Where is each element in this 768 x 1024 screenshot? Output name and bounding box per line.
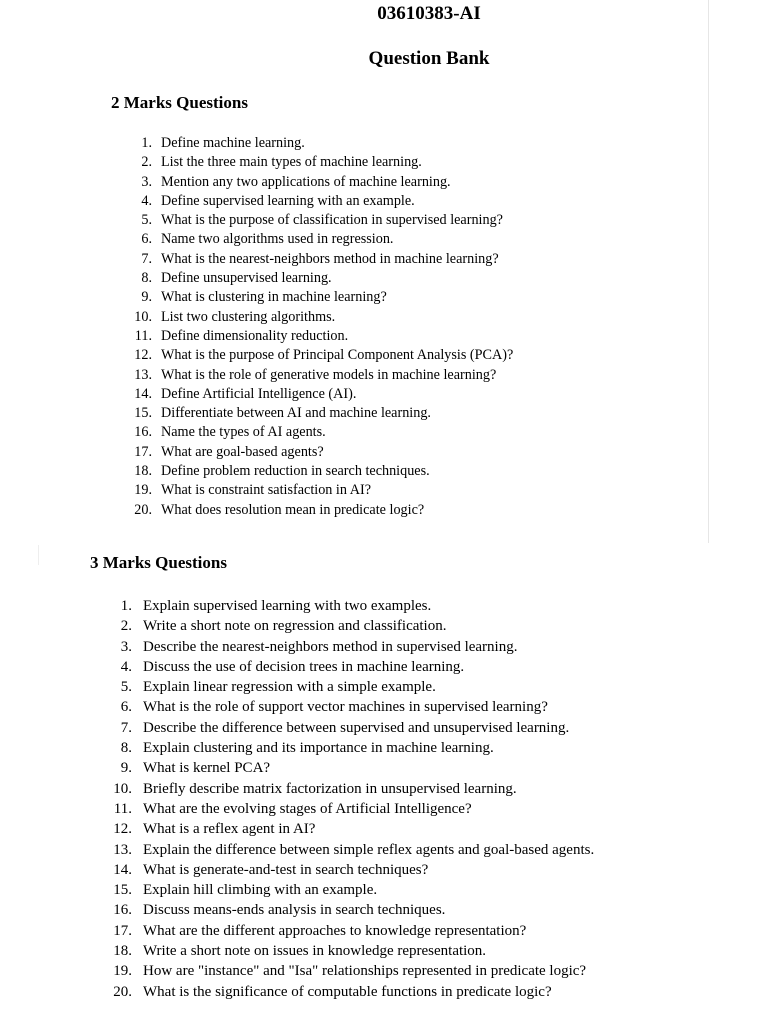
question-text: Write a short note on issues in knowledge representation. bbox=[143, 943, 487, 960]
question-text: What are goal-based agents? bbox=[161, 443, 324, 460]
list-item bbox=[130, 211, 513, 230]
list-item bbox=[110, 657, 594, 677]
list-item bbox=[110, 961, 594, 981]
question-text: How are "instance" and "Isa" relationships represented in predicate logic? bbox=[143, 963, 587, 980]
list-item bbox=[110, 758, 594, 778]
list-item bbox=[130, 230, 513, 249]
question-text: Define supervised learning with an example. bbox=[161, 192, 415, 209]
question-text: List the three main types of machine learning. bbox=[161, 154, 422, 171]
list-item bbox=[110, 982, 594, 1002]
question-number: 14. bbox=[113, 861, 132, 878]
question-text: What is a reflex agent in AI? bbox=[143, 821, 316, 838]
question-number: 5. bbox=[141, 212, 152, 229]
section-heading-3-marks: 3 Marks Questions bbox=[90, 553, 227, 572]
question-number: 9. bbox=[120, 760, 132, 777]
question-text: What is the role of generative models in machine learning? bbox=[161, 366, 497, 383]
question-list-2-marks bbox=[130, 134, 513, 520]
list-item bbox=[110, 596, 594, 616]
list-item bbox=[130, 346, 513, 365]
question-number: 15. bbox=[113, 882, 132, 899]
question-text: Discuss means-ends analysis in search techniques. bbox=[143, 902, 446, 919]
question-number: 10. bbox=[113, 780, 132, 797]
question-number: 9. bbox=[141, 289, 152, 306]
question-number: 7. bbox=[120, 719, 132, 736]
section-heading-2-marks: 2 Marks Questions bbox=[111, 93, 248, 112]
question-text: Mention any two applications of machine learning. bbox=[161, 173, 451, 190]
list-item bbox=[110, 921, 594, 941]
question-text: What are the evolving stages of Artificial Intelligence? bbox=[143, 800, 472, 817]
list-item bbox=[110, 637, 594, 657]
question-text: Define unsupervised learning. bbox=[161, 270, 332, 287]
question-number: 12. bbox=[134, 347, 152, 364]
question-number: 2. bbox=[141, 154, 152, 171]
question-text: Explain clustering and its importance in machine learning. bbox=[143, 740, 494, 757]
list-item bbox=[130, 250, 513, 269]
list-item bbox=[130, 308, 513, 327]
page-divider bbox=[38, 545, 39, 565]
list-item bbox=[110, 779, 594, 799]
list-item bbox=[130, 288, 513, 307]
list-item bbox=[130, 443, 513, 462]
list-item bbox=[110, 819, 594, 839]
question-text: Discuss the use of decision trees in machine learning. bbox=[143, 658, 465, 675]
question-text: Define machine learning. bbox=[161, 135, 305, 151]
question-number: 19. bbox=[134, 482, 152, 499]
list-item bbox=[110, 900, 594, 920]
question-number: 13. bbox=[134, 366, 152, 383]
question-text: Explain hill climbing with an example. bbox=[143, 882, 378, 899]
question-text: Define problem reduction in search techniques. bbox=[161, 463, 430, 480]
question-number: 20. bbox=[134, 501, 152, 518]
question-number: 17. bbox=[134, 443, 152, 460]
question-text: Name two algorithms used in regression. bbox=[161, 231, 394, 248]
question-number: 15. bbox=[134, 405, 152, 422]
list-item bbox=[130, 173, 513, 192]
list-item bbox=[110, 840, 594, 860]
question-text: Define dimensionality reduction. bbox=[161, 327, 349, 344]
list-item bbox=[130, 327, 513, 346]
question-number: 7. bbox=[141, 250, 152, 267]
question-text: Briefly describe matrix factorization in unsupervised learning. bbox=[143, 780, 517, 797]
question-number: 12. bbox=[113, 821, 132, 838]
list-item bbox=[110, 799, 594, 819]
question-number: 1. bbox=[120, 598, 132, 614]
question-list-3-marks bbox=[110, 596, 594, 1002]
question-number: 13. bbox=[113, 841, 132, 858]
page-title: Question Bank bbox=[368, 48, 490, 69]
question-text: What is kernel PCA? bbox=[143, 760, 271, 777]
question-text: Describe the difference between supervised and unsupervised learning. bbox=[143, 719, 570, 736]
list-item bbox=[130, 366, 513, 385]
list-item bbox=[110, 697, 594, 717]
question-text: Name the types of AI agents. bbox=[161, 424, 326, 441]
question-number: 14. bbox=[134, 385, 152, 402]
list-item bbox=[130, 501, 513, 520]
question-number: 5. bbox=[120, 679, 132, 696]
list-item bbox=[130, 423, 513, 442]
question-number: 2. bbox=[120, 618, 132, 635]
question-number: 4. bbox=[141, 192, 152, 209]
question-text: What is the significance of computable functions in predicate logic? bbox=[143, 983, 552, 1000]
question-number: 11. bbox=[113, 800, 132, 817]
list-item bbox=[130, 481, 513, 500]
question-number: 3. bbox=[120, 638, 132, 655]
question-text: Differentiate between AI and machine learning. bbox=[161, 405, 431, 422]
list-item bbox=[110, 616, 594, 636]
question-text: What is the purpose of Principal Component Analysis (PCA)? bbox=[161, 347, 514, 364]
list-item bbox=[130, 269, 513, 288]
question-number: 8. bbox=[120, 740, 132, 757]
list-item bbox=[110, 718, 594, 738]
question-number: 4. bbox=[120, 658, 132, 675]
list-item bbox=[130, 192, 513, 211]
course-code: 03610383-AI bbox=[377, 3, 481, 24]
question-text: What is the nearest-neighbors method in machine learning? bbox=[161, 250, 499, 267]
list-item bbox=[130, 153, 513, 172]
question-number: 18. bbox=[134, 463, 152, 480]
question-number: 10. bbox=[134, 308, 152, 325]
question-number: 16. bbox=[134, 424, 152, 441]
question-number: 11. bbox=[134, 327, 152, 344]
question-number: 17. bbox=[113, 922, 132, 939]
question-text: What is constraint satisfaction in AI? bbox=[161, 482, 371, 499]
question-text: List two clustering algorithms. bbox=[161, 308, 336, 325]
list-item bbox=[130, 404, 513, 423]
question-number: 6. bbox=[141, 231, 152, 248]
question-text: What is generate-and-test in search techniques? bbox=[143, 861, 429, 878]
question-number: 16. bbox=[113, 902, 132, 919]
question-number: 3. bbox=[141, 173, 152, 190]
question-number: 8. bbox=[141, 270, 152, 287]
list-item bbox=[110, 941, 594, 961]
question-text: Define Artificial Intelligence (AI). bbox=[161, 385, 357, 402]
question-text: Explain linear regression with a simple example. bbox=[143, 679, 436, 696]
question-number: 18. bbox=[113, 943, 132, 960]
question-text: Write a short note on regression and classification. bbox=[143, 618, 447, 635]
question-text: Explain supervised learning with two examples. bbox=[143, 598, 432, 614]
list-item bbox=[130, 134, 513, 153]
question-text: What is the purpose of classification in supervised learning? bbox=[161, 212, 503, 229]
question-number: 1. bbox=[141, 135, 152, 151]
question-text: What is the role of support vector machines in supervised learning? bbox=[143, 699, 548, 716]
list-item bbox=[130, 385, 513, 404]
question-text: What is clustering in machine learning? bbox=[161, 289, 387, 306]
question-number: 19. bbox=[113, 963, 132, 980]
question-text: What are the different approaches to knowledge representation? bbox=[143, 922, 527, 939]
question-number: 20. bbox=[113, 983, 132, 1000]
question-text: What does resolution mean in predicate logic? bbox=[161, 501, 425, 518]
list-item bbox=[130, 462, 513, 481]
list-item bbox=[110, 738, 594, 758]
question-number: 6. bbox=[120, 699, 132, 716]
list-item bbox=[110, 677, 594, 697]
question-text: Describe the nearest-neighbors method in supervised learning. bbox=[143, 638, 518, 655]
question-text: Explain the difference between simple reflex agents and goal-based agents. bbox=[143, 841, 595, 858]
list-item bbox=[110, 860, 594, 880]
list-item bbox=[110, 880, 594, 900]
